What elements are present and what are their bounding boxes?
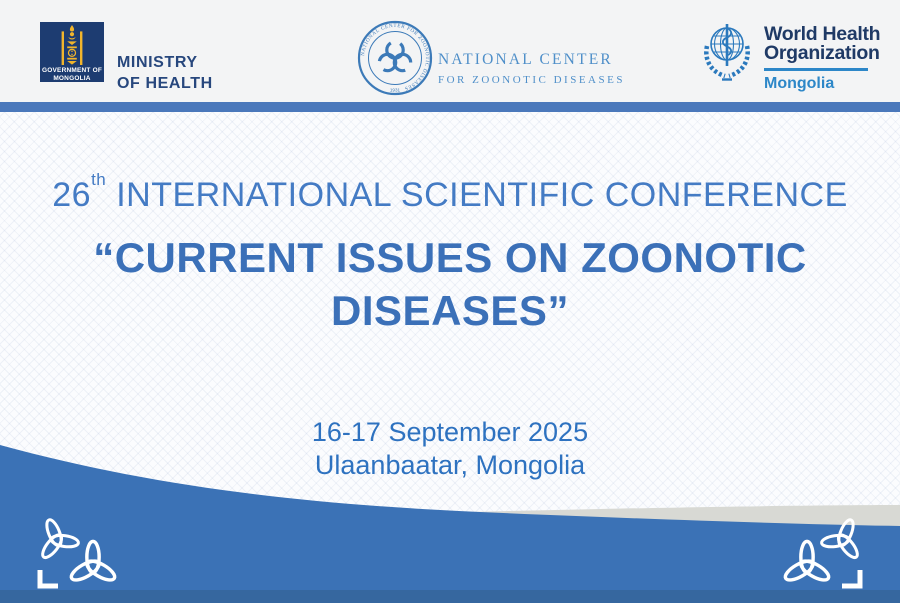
- theme-line1: “CURRENT ISSUES ON ZOONOTIC: [93, 234, 807, 281]
- conference-dates: 16-17 September 2025: [311, 417, 589, 447]
- nczd-seal-icon: [357, 20, 433, 96]
- who-country-office: Mongolia: [764, 75, 835, 92]
- gov-caption-line1: GOVERNMENT OF: [41, 67, 103, 74]
- nczd-name-line1: NATIONAL CENTER: [438, 51, 613, 68]
- who-emblem-icon: [697, 20, 757, 82]
- government-of-mongolia-logo: [40, 22, 104, 82]
- nczd-name-line2: FOR ZOONOTIC DISEASES: [438, 74, 625, 86]
- conference-location: Ulaanbaatar, Mongolia: [314, 450, 586, 480]
- who-name-line1: World Health: [764, 23, 881, 45]
- edition-ordinal-suffix: th: [91, 170, 107, 190]
- seal-year-text: 1931: [389, 87, 401, 93]
- header-divider-bar: [0, 102, 900, 112]
- ministry-name-line1: MINISTRY: [117, 54, 198, 71]
- ministry-name-line2: OF HEALTH: [117, 75, 213, 92]
- conference-theme: [0, 231, 900, 337]
- edition-number: 26: [52, 176, 92, 214]
- conference-title-text: INTERNATIONAL SCIENTIFIC CONFERENCE: [106, 176, 848, 214]
- theme-line2: DISEASES”: [331, 287, 569, 334]
- biohazard-trefoil-icon: [379, 42, 410, 71]
- who-divider-line: [764, 68, 868, 71]
- nczd-wordmark: [438, 51, 625, 86]
- conference-title: [0, 170, 900, 215]
- ministry-of-health-wordmark: [117, 52, 213, 94]
- who-wordmark: [764, 25, 880, 93]
- soyombo-emblem-icon: [60, 25, 84, 65]
- triquetra-ornament-right-icon: [754, 500, 874, 595]
- seal-ring-text: NATIONAL CENTER FOR ZOONOTIC DISEASES: [360, 22, 431, 92]
- triquetra-ornament-left-icon: [26, 500, 146, 595]
- gov-caption-line2: MONGOLIA: [53, 74, 91, 82]
- header-band: [0, 0, 900, 102]
- who-name-line2: Organization: [764, 42, 880, 64]
